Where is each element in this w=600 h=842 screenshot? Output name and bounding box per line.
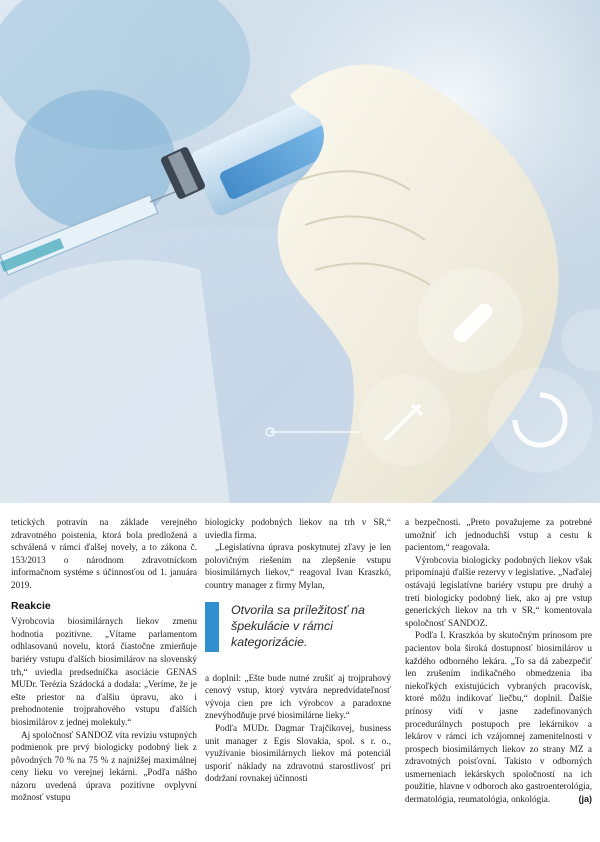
paragraph: Výrobcovia biologicky podobných liekov však pripomínajú ďalšie rezervy v legislatíve. „Naďalej ostávajú legislatívne bariéry vstupu pre druhý a tretí biologicky podobný liek, ako aj pre vstup generických liekov na trh v SR,“ komentovala spoločnosť SANDOZ. xyxy=(405,554,592,628)
article-column-3 xyxy=(405,516,592,806)
paragraph: a doplnil: „Ešte bude nutné zrušiť aj trojprahový cenový vstup, ktorý vytvára nepredvídateľnosť vývoja cien pre ich výrobcov a paradoxne znevýhodňuje prvé biosimilárne lieky.“ xyxy=(205,672,391,721)
paragraph: tetických potravín na základe verejného zdravotného poistenia, ktorá bola predložená a schválená v rámci ďalšej novely, a to zákona č. 153/2013 o národnom zdravotníckom informačnom systéme s účinnosťou od 1. januára 2019. xyxy=(11,517,197,590)
paragraph: a bezpečnosti. „Preto považujeme za potrebné umožniť ich jednoduchší vstup a cestu k pacientom,“ reagovala. xyxy=(405,517,592,553)
article-column-1 xyxy=(11,516,197,804)
paragraph xyxy=(405,629,592,805)
paragraph: biologicky podobných liekov na trh v SR,“ uviedla firma. xyxy=(205,517,391,540)
pull-quote-bar xyxy=(205,602,219,652)
paragraph: „Legislatívna úprava poskytnutej zľavy je len polovičným riešením na zlepšenie vstupu biosimilárnych liekov,“ reagoval Ivan Kraszkó, country manager z firmy Mylan, xyxy=(205,542,391,590)
pull-quote-text: Otvorila sa príležitosť na špekulácie v rámci kategorizácie. xyxy=(231,602,365,649)
paragraph: Podľa MUDr. Dagmar Trajčíkovej, business unit manager z Egis Slovakia, spol. s r. o., využívanie biosimilárnych liekov má potenciál usporiť náklady na zdravotnú starostlivosť pri dodržaní rovnakej účinnosti xyxy=(205,722,391,784)
author-signature: (ja) xyxy=(578,794,592,805)
paragraph: Výrobcovia biosimilárnych liekov zmenu hodnotia pozitívne. „Vítame parlamentom odhlasovanú novelu, ktorá čiastočne zmierňuje bariéry vstupu ďalších biosimilárov na slovenský trh,“ uviedla predsedníčka asociácie GENAS MUDr. Terézia Szádocká a dodala: „Veríme, že je ešte priestor na ďalšiu úpravu, ako i prehodnotenie trojprahového vstupu ďalších biosimilárov z jednej molekuly.“ xyxy=(11,616,197,727)
paragraph-text: Podľa I. Kraszkóa by skutočným prínosom pre pacientov bola široká dostupnosť biosimilárov u každého odborného lekára. „To sa dá zabezpečiť len zrušením indikačného obmedzenia iba niekoľkých existujúcich vybraných pracovísk, ktoré môžu indikovať liečbu,“ doplnil. Ďalšie prínosy vidí v jasne zadefinovaných procedurálnych postupoch pre lekárnikov a lekárov v rámci ich vzájomnej zamenitelnosti v prospech biosimilárnych liekov zo strany MZ a zdravotných poisťovní. Takisto v odborných usmerneniach lekárskych spoločností na ich použitie, hlavne v odboroch ako gastroenterológia, dermatológia, reumatológia, onkológia. xyxy=(405,630,592,805)
paragraph: Aj spoločnosť SANDOZ víta revíziu vstupných podmienok pre prvý biologicky podobný liek z pôvodných 70 % na 75 % z najnižšej maximálnej ceny lieku vo verejnej lekárni. „Podľa nášho názoru uvedená úprava pozitívne ovplyvní možnosť vstupu xyxy=(11,729,197,803)
pull-quote xyxy=(205,602,391,660)
article-column-2 xyxy=(205,516,391,785)
section-heading: Reakcie xyxy=(11,599,51,612)
clock-icon xyxy=(488,368,592,472)
